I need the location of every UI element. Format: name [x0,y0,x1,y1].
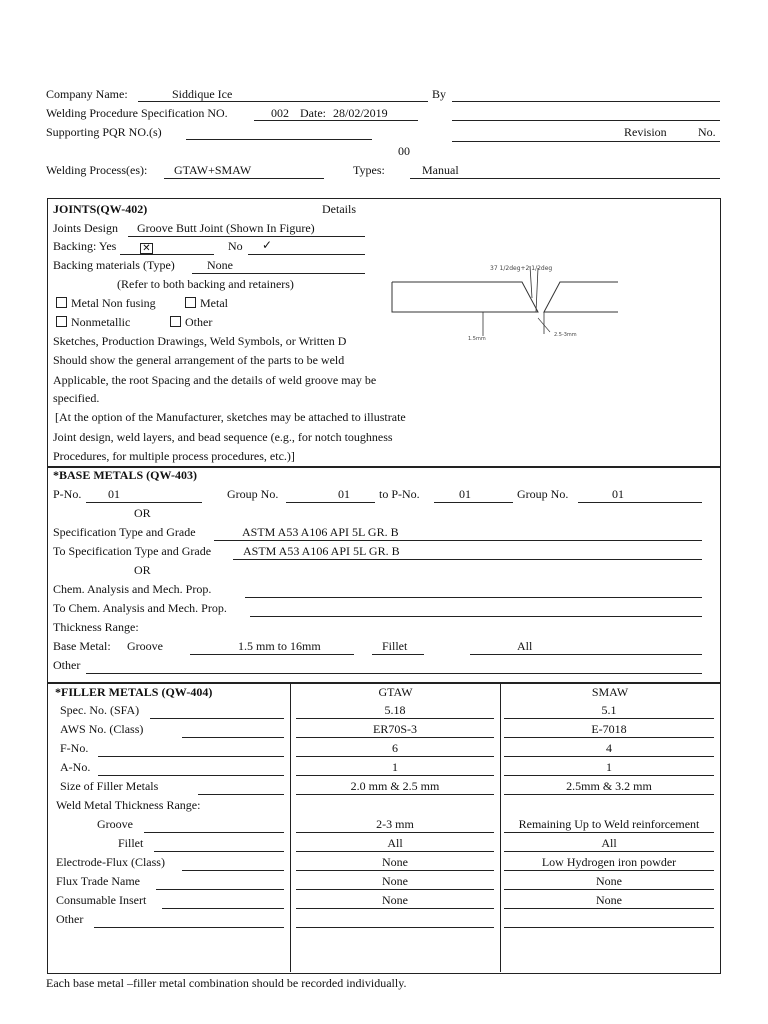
wps-no: 002 [271,106,289,120]
revision-value: 00 [398,144,410,158]
filler-row-gtaw: 1 [392,760,398,774]
filler-row-smaw: 2.5mm & 3.2 mm [566,779,652,793]
checkbox-icon [185,297,196,308]
chem-label: Chem. Analysis and Mech. Prop. [53,582,212,596]
sketch-line-3: Applicable, the root Spacing and the details of weld groove may be [53,373,377,387]
filler-row-gtaw: None [382,874,408,888]
filler-row-label: Flux Trade Name [56,874,140,888]
filler-row-label: Groove [97,817,133,831]
filler-row-smaw: Low Hydrogen iron powder [541,855,677,869]
filler-row-label: Consumable Insert [56,893,147,907]
to-pno-value: 01 [459,487,471,501]
figure-root-face-label: 1.5mm [468,336,486,342]
note-line-1: [At the option of the Manufacturer, sketches may be attached to illustrate [55,410,406,424]
filler-row-gtaw: 6 [392,741,398,755]
types-value: Manual [422,163,459,177]
option-other[interactable]: Other [170,315,212,329]
wps-label: Welding Procedure Specification NO. [46,106,228,120]
by-label: By [432,87,447,101]
fillet-label: Fillet [382,639,408,653]
footer-note: Each base metal –filler metal combination should be recorded individually. [46,976,407,990]
no-label: No. [698,125,716,139]
thickness-label: Thickness Range: [53,620,139,634]
spec-label: Specification Type and Grade [53,525,196,539]
backing-materials-value: None [207,258,233,272]
filler-row-smaw: 5.1 [601,703,617,717]
backing-materials-label: Backing materials (Type) [53,258,175,272]
sketch-line-1: Sketches, Production Drawings, Weld Symbols, or Written D [53,334,347,348]
details-label: Details [322,202,356,216]
note-line-2: Joint design, weld layers, and bead sequence (e.g., for notch toughness [53,430,393,444]
filler-row-smaw: E-7018 [591,722,627,736]
filler-row-label: Spec. No. (SFA) [60,703,140,717]
spec-value: ASTM A53 A106 API 5L GR. B [242,525,399,539]
filler-row-label: F-No. [60,741,89,755]
note-line-3: Procedures, for multiple process procedures, etc.)] [53,449,295,463]
refer-note: (Refer to both backing and retainers) [117,277,294,291]
filler-row-label: Weld Metal Thickness Range: [56,798,201,812]
company-value: Siddique Ice [172,87,233,101]
other-label: Other [53,658,81,672]
base-metals-title: *BASE METALS (QW-403) [53,468,198,482]
or-2: OR [134,563,151,577]
filler-row-smaw: 4 [606,741,612,755]
filler-row-label: Size of Filler Metals [60,779,159,793]
joints-title: JOINTS(QW-402) [53,202,148,216]
filler-row-label: Fillet [118,836,144,850]
filler-row-gtaw: 5.18 [384,703,406,717]
pqr-label: Supporting PQR NO.(s) [46,125,162,139]
filler-row-gtaw: 2-3 mm [376,817,414,831]
fillet-value: All [517,639,533,653]
group-label: Group No. [227,487,279,501]
filler-row-gtaw: 2.0 mm & 2.5 mm [350,779,440,793]
col-smaw: SMAW [591,685,629,699]
filler-row-label: Other [56,912,84,926]
col-gtaw: GTAW [378,685,413,699]
pno-label: P-No. [53,487,82,501]
checkbox-icon [56,297,67,308]
filler-row-label: AWS No. (Class) [60,722,144,736]
option-metal-nonfusing[interactable]: Metal Non fusing [56,296,156,310]
option-metal[interactable]: Metal [185,296,228,310]
backing-label: Backing: Yes [53,239,117,253]
filler-row-smaw: None [596,893,622,907]
types-label: Types: [353,163,385,177]
filler-row-gtaw: None [382,855,408,869]
to-spec-value: ASTM A53 A106 API 5L GR. B [243,544,400,558]
checkbox-icon [170,316,181,327]
filler-row-smaw: 1 [606,760,612,774]
filler-row-gtaw: ER70S-3 [372,722,417,736]
figure-gap-label: 2.5-3mm [554,332,577,338]
filler-row-gtaw: All [387,836,403,850]
sketch-line-4: specified. [53,391,100,405]
to-chem-label: To Chem. Analysis and Mech. Prop. [53,601,227,615]
revision-label: Revision [624,125,667,139]
process-value: GTAW+SMAW [174,163,252,177]
base-metal-label: Base Metal: [53,639,111,653]
date-value: 28/02/2019 [333,106,388,120]
pno-value: 01 [108,487,120,501]
check-icon: ✓ [262,238,273,252]
to-pno-label: to P-No. [379,487,420,501]
groove-value: 1.5 mm to 16mm [238,639,321,653]
backing-no-label: No [228,239,243,253]
filler-metals-title: *FILLER METALS (QW-404) [55,685,213,699]
backing-yes-checkbox[interactable]: ✕ [140,239,153,254]
filler-row-smaw: Remaining Up to Weld reinforcement [518,817,700,831]
filler-row-label: A-No. [60,760,91,774]
group-value: 01 [338,487,350,501]
groove-label: Groove [127,639,163,653]
to-spec-label: To Specification Type and Grade [53,544,212,558]
joint-design-label: Joints Design [53,221,119,235]
joint-design-figure [390,258,620,348]
or-1: OR [134,506,151,520]
filler-row-smaw: All [601,836,617,850]
date-label: Date: [300,106,326,120]
filler-row-gtaw: None [382,893,408,907]
figure-angle-label: 37 1/2deg+2 1/2deg [490,265,553,272]
joint-design-value: Groove Butt Joint (Shown In Figure) [137,221,315,235]
filler-row-label: Electrode-Flux (Class) [56,855,165,869]
option-nonmetallic[interactable]: Nonmetallic [56,315,130,329]
filler-row-smaw: None [596,874,622,888]
process-label: Welding Process(es): [46,163,148,177]
company-label: Company Name: [46,87,128,101]
group2-label: Group No. [517,487,569,501]
checkbox-icon [56,316,67,327]
sketch-line-2: Should show the general arrangement of the parts to be weld [53,353,345,367]
group2-value: 01 [612,487,624,501]
